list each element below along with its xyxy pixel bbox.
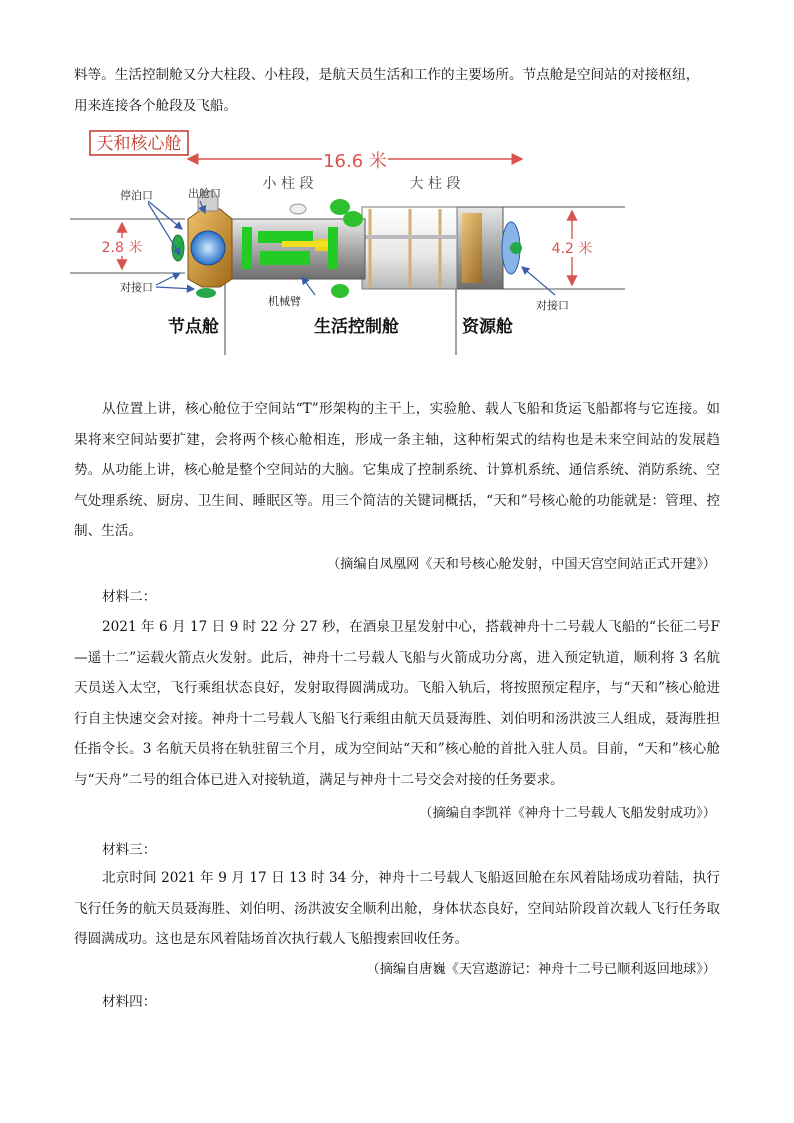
dock-port-left-label: 对接口 xyxy=(120,281,153,294)
material-4-label: 材料四： xyxy=(102,994,157,1010)
figure-title: 天和核心舱 xyxy=(96,134,182,154)
small-section-label: 小 柱 段 xyxy=(262,176,314,192)
paragraph-3: 北京时间 2021 年 9 月 17 日 13 时 34 分，神舟十二号载人飞船返回舱在东风着陆场成功着陆，执行飞行任务的航天员聂海胜、刘伯明、汤洪波安全顺利出舱，身体状态良好，空间站阶段首次载人飞行任务取得圆满成功。这也是东风着陆场首次执行载人飞船搜索回收任务。 xyxy=(74,870,720,947)
large-section-body xyxy=(362,207,457,289)
small-section-body xyxy=(230,219,365,279)
exit-port-label: 出舱口 xyxy=(188,187,221,200)
intro-line-1: 料等。生活控制舱又分大柱段、小柱段，是航天员生活和工作的主要场所。节点舱是空间站的对接枢纽， xyxy=(74,67,700,83)
dock-port-right-label: 对接口 xyxy=(536,299,569,312)
source-2: （摘编自李凯祥《神舟十二号载人飞船发射成功》） xyxy=(419,806,716,821)
diameter-left-label: 2.8 米 xyxy=(101,240,143,256)
robot-arm-label: 机械臂 xyxy=(268,295,301,308)
resource-module xyxy=(455,207,522,289)
node-module-label: 节点舱 xyxy=(168,317,219,337)
source-3: （摘编自唐巍《天宫遨游记：神舟十二号已顺利返回地球》） xyxy=(366,962,716,977)
intro-line-2: 用来连接各个舱段及飞船。 xyxy=(74,98,238,114)
tianhe-diagram xyxy=(70,127,730,362)
robot-arm-shape xyxy=(282,241,330,247)
resource-module-label: 资源舱 xyxy=(462,317,513,337)
material-3-label: 材料三： xyxy=(102,842,157,858)
diameter-right-label: 4.2 米 xyxy=(551,241,593,257)
life-module-label: 生活控制舱 xyxy=(314,317,399,337)
length-label: 16.6 米 xyxy=(323,151,387,172)
berth-port-label: 停泊口 xyxy=(120,189,153,202)
paragraph-1: 从位置上讲，核心舱位于空间站“T”形架构的主干上，实验舱、载人飞船和货运飞船都将与它连接。如果将来空间站要扩建，会将两个核心舱相连，形成一条主轴，这种桁架式的结构也是未来空间站的发展趋势。从功能上讲，核心舱是整个空间站的大脑。它集成了控制系统、计算机系统、通信系统、消防系统、空气处理系统、厨房、卫生间、睡眠区等。用三个简洁的关键词概括，“天和”号核心舱的功能就是：管理、控制、生活。 xyxy=(74,401,720,539)
large-section-label: 大 柱 段 xyxy=(409,176,461,192)
source-1: （摘编自凤凰网《天和号核心舱发射，中国天宫空间站正式开建》） xyxy=(326,557,716,572)
paragraph-2: 2021 年 6 月 17 日 9 时 22 分 27 秒，在酒泉卫星发射中心，搭载神舟十二号载人飞船的“长征二号F—遥十二”运载火箭点火发射。此后，神舟十二号载人飞船与火箭成功分离，进入预定轨道，顺利将 3 名航天员送入太空，飞行乘组状态良好，发射取得圆满成功。飞船入轨后，将按照预定程序，与“天和”核心舱进行自主快速交会对接。神舟十二号载人飞船飞行乘组由航天员聂海胜、刘伯明和汤洪波三人组成，聂海胜担任指令长。3 名航天员将在轨驻留三个月，成为空间站“天和”核心舱的首批入驻人员。目前，“天和”核心舱与“天舟”二号的组合体已进入对接轨道，满足与神舟十二号交会对接的任务要求。 xyxy=(74,619,720,788)
material-2-label: 材料二： xyxy=(102,589,157,605)
